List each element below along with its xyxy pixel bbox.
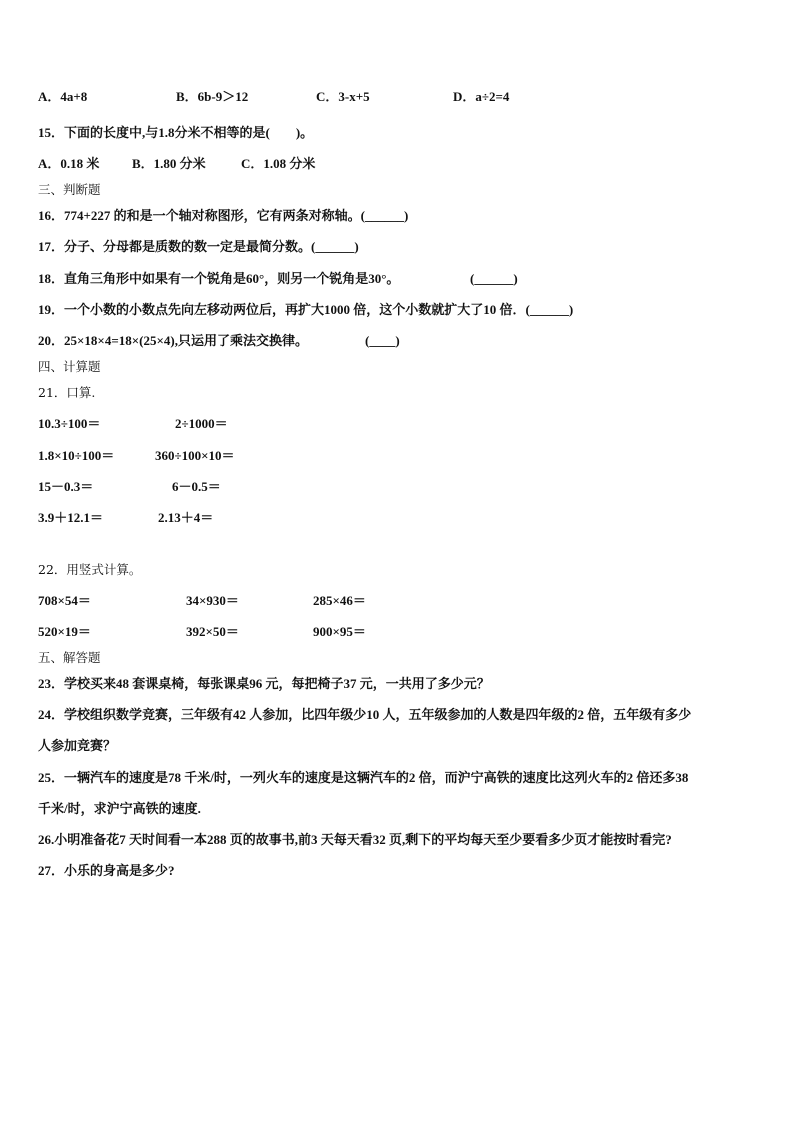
oral-calc-item: 3.9＋12.1＝ [38, 510, 104, 525]
vertical-calc-item: 520×19＝ [38, 624, 91, 639]
oral-calc-item: 10.3÷100＝ [38, 416, 101, 431]
question-19: 19．一个小数的小数点先向左移动两位后，再扩大1000 倍，这个小数就扩大了10 倍．(______) [38, 302, 574, 317]
vertical-calc-item: 285×46＝ [313, 593, 366, 608]
q15-stem: 15．下面的长度中,与1.8分米不相等的是( )。 [38, 125, 314, 140]
vertical-calc-item: 392×50＝ [186, 624, 239, 639]
question-17: 17．分子、分母都是质数的数一定是最简分数。(______) [38, 239, 359, 254]
q15-option-c: C．1.08 分米 [241, 156, 316, 171]
question-25-line1: 25．一辆汽车的速度是78 千米/时，一列火车的速度是这辆汽车的2 倍，而沪宁高铁的速度比这列火车的2 倍还多38 [38, 770, 689, 785]
question-21: 21．口算. [38, 385, 96, 400]
question-26: 26.小明准备花7 天时间看一本288 页的故事书,前3 天每天看32 页,剩下的平均每天至少要看多少页才能按时看完? [38, 832, 672, 847]
oral-calc-item: 15－0.3＝ [38, 479, 94, 494]
q14-option-a: A．4a+8 [38, 89, 88, 104]
oral-calc-item: 360÷100×10＝ [155, 448, 235, 463]
section-heading-calculation: 四、计算题 [38, 359, 101, 374]
question-25-line2: 千米/时，求沪宁高铁的速度. [38, 801, 201, 816]
vertical-calc-item: 708×54＝ [38, 593, 91, 608]
question-23: 23．学校买来48 套课桌椅，每张课桌96 元，每把椅子37 元，一共用了多少元？ [38, 676, 490, 691]
question-24-line1: 24．学校组织数学竞赛，三年级有42 人参加，比四年级少10 人，五年级参加的人数是四年级的2 倍，五年级有多少 [38, 707, 692, 722]
oral-calc-item: 1.8×10÷100＝ [38, 448, 115, 463]
q14-option-d: D．a÷2=4 [453, 89, 510, 104]
oral-calc-item: 6－0.5＝ [172, 479, 221, 494]
section-heading-judgement: 三、判断题 [38, 182, 101, 197]
question-16: 16．774+227 的和是一个轴对称图形，它有两条对称轴。(______) [38, 208, 409, 223]
question-18-blank: (______) [470, 271, 518, 286]
question-27: 27．小乐的身高是多少? [38, 863, 175, 878]
oral-calc-item: 2÷1000＝ [175, 416, 228, 431]
oral-calc-item: 2.13＋4＝ [158, 510, 214, 525]
q14-option-c: C．3-x+5 [316, 89, 370, 104]
question-20-blank: (____) [365, 333, 400, 348]
section-heading-word-problems: 五、解答题 [38, 650, 101, 665]
question-24-line2: 人参加竞赛？ [38, 738, 117, 753]
q15-option-b: B．1.80 分米 [132, 156, 206, 171]
question-18: 18．直角三角形中如果有一个锐角是60°，则另一个锐角是30°。 [38, 271, 400, 286]
q14-option-b: B．6b-9＞12 [176, 89, 249, 104]
question-22: 22．用竖式计算。 [38, 562, 142, 577]
q15-option-a: A．0.18 米 [38, 156, 100, 171]
vertical-calc-item: 900×95＝ [313, 624, 366, 639]
question-20: 20．25×18×4=18×(25×4),只运用了乘法交换律。 [38, 333, 308, 348]
vertical-calc-item: 34×930＝ [186, 593, 239, 608]
